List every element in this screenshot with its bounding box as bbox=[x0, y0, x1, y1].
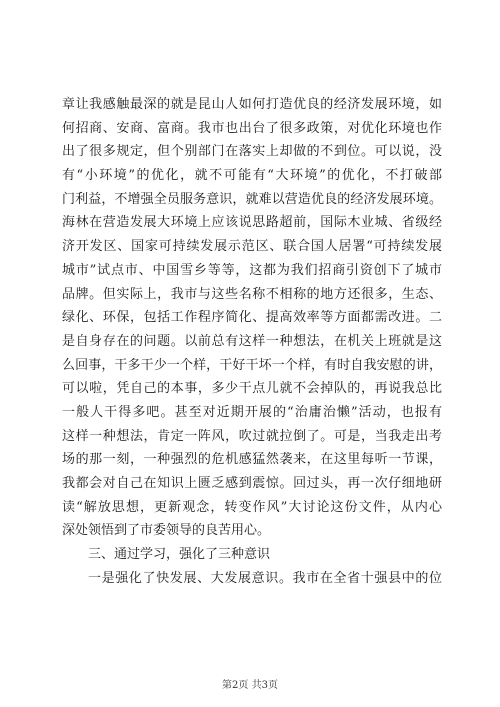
text-line: 么回事，干多干少一个样，干好干坏一个样，有时自我安慰的讲， bbox=[62, 357, 442, 373]
text-line: 读“解放思想，更新观念，转变作风”大讨论这份文件，从内心 bbox=[62, 499, 442, 515]
text-line: 可以啦，凭自己的本事，多少干点儿就不会掉队的，再说我总比 bbox=[62, 381, 442, 397]
text-line: 门利益，不增强全员服务意识，就难以营造优良的经济发展环境。 bbox=[62, 191, 442, 207]
text-line: 城市”试点市、中国雪乡等等，这都为我们招商引资创下了城市 bbox=[62, 262, 442, 278]
text-line: 一般人干得多吧。甚至对近期开展的“治庸治懒”活动，也报有 bbox=[62, 404, 442, 420]
text-line: 深处领悟到了市委领导的良苦用心。 bbox=[62, 523, 271, 539]
text-line: 场的那一刻，一种强烈的危机感猛然袭来，在这里每听一节课， bbox=[62, 452, 442, 468]
text-line: 海林在营造发展大环境上应该说思路超前，国际木业城、省级经 bbox=[62, 215, 442, 231]
section-heading: 三、通过学习，强化了三种意识 bbox=[88, 547, 271, 563]
text-line: 何招商、安商、富商。我市也出台了很多政策，对优化环境也作 bbox=[62, 120, 442, 136]
text-line: 品牌。但实际上，我市与这些名称不相称的地方还很多，生态、 bbox=[62, 286, 442, 302]
text-line: 绿化、环保，包括工作程序简化、提高效率等方面都需改进。二 bbox=[62, 310, 442, 326]
text-line: 一是强化了快发展、大发展意识。我市在全省十强县中的位 bbox=[88, 570, 442, 586]
text-line: 这样一种想法，肯定一阵风，吹过就拉倒了。可是，当我走出考 bbox=[62, 428, 442, 444]
text-line: 出了很多规定，但个别部门在落实上却做的不到位。可以说，没 bbox=[62, 144, 442, 160]
text-line: 济开发区、国家可持续发展示范区、联合国人居署“可持续发展 bbox=[62, 239, 442, 255]
text-line: 我都会对自己在知识上匮乏感到震惊。回过头，再一次仔细地研 bbox=[62, 476, 442, 491]
text-line: 章让我感触最深的就是昆山人如何打造优良的经济发展环境，如 bbox=[62, 97, 442, 112]
page-number-footer: 第2页 共3页 bbox=[222, 680, 278, 691]
document-body bbox=[62, 93, 442, 590]
text-line: 有“小环境”的优化，就不可能有“大环境”的优化，不打破部 bbox=[62, 168, 442, 184]
text-line: 是自身存在的问题。以前总有这样一种想法，在机关上班就是这 bbox=[62, 333, 442, 349]
